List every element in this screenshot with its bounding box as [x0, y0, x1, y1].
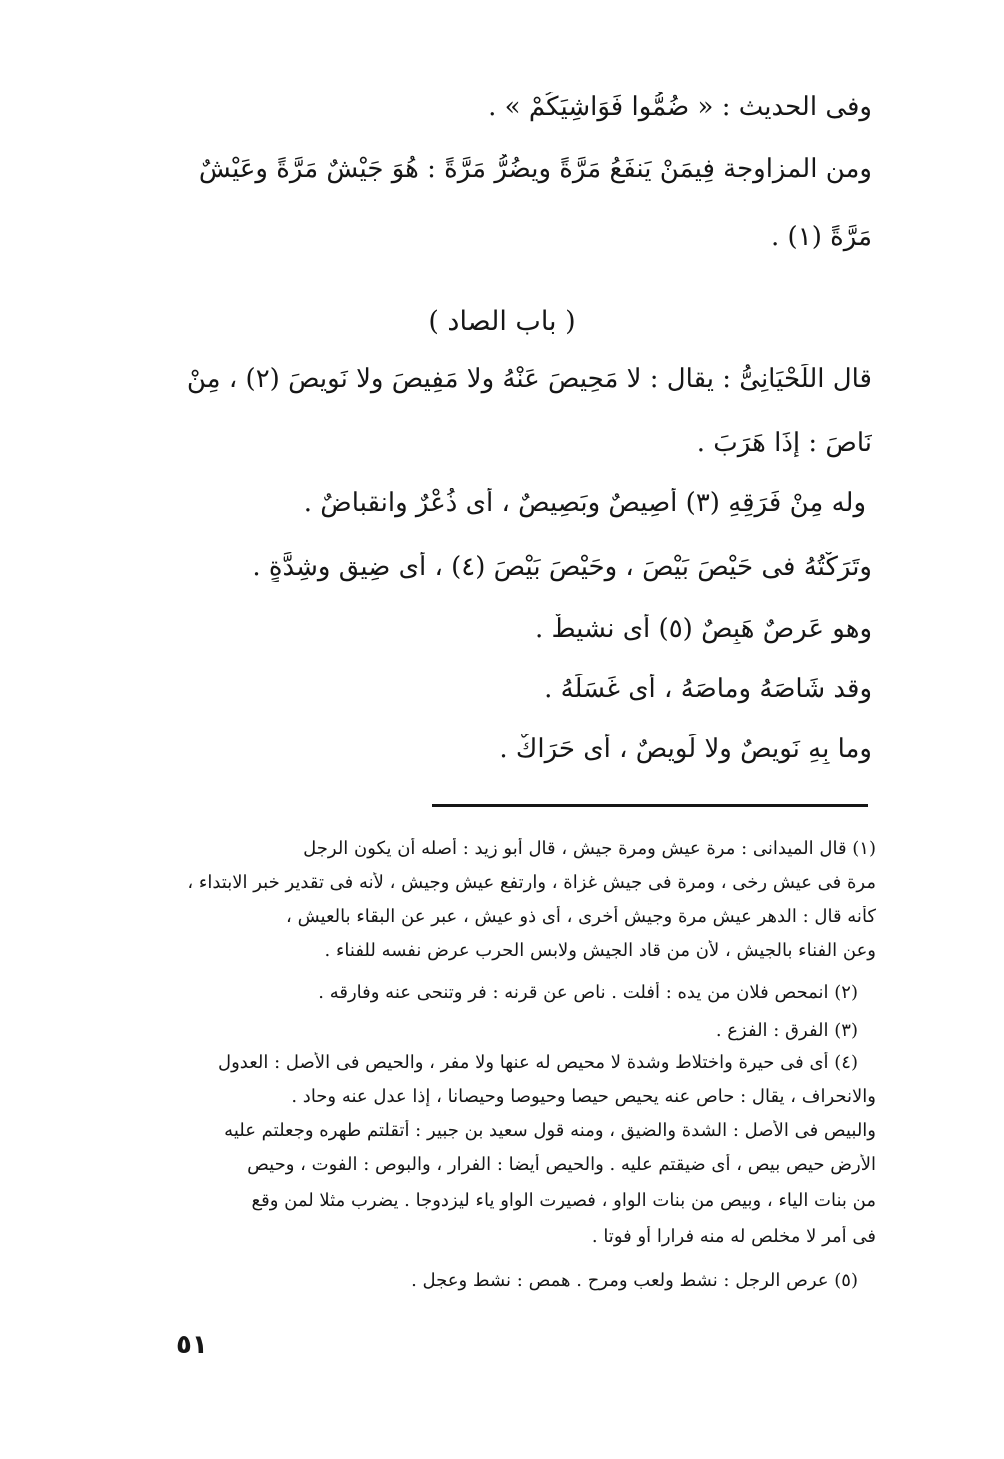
text-line-hays-bays: وتَرَكْتُهُ فى حَيْصَ بَيْصَ ، وحَيْصَ بَيْصَ (٤) ، أى ضِيقٍ وشِدَّةٍ . — [252, 552, 872, 582]
footnote-1-line-1: (١) قال الميدانى : مرة عيش ومرة جيش ، قال أبو زيد : أصله أن يكون الرجل — [303, 838, 876, 859]
text-line-continuation: مَرَّةً (١) . — [771, 222, 872, 252]
text-line-aris: وهو عَرِصٌ هَبِصٌ (٥) أى نشيطٌ . — [534, 614, 872, 644]
footnote-5: (٥) عرص الرجل : نشط ولعب ومرح . همص : نشط وعجل . — [411, 1270, 858, 1291]
footnote-4-line-2: والانحراف ، يقال : حاص عنه يحيص حيصا وحيوصا وحيصانا ، إذا عدل عنه وحاد . — [291, 1086, 876, 1107]
footnote-1-line-4: وعن الفناء بالجيش ، لأن من قاد الجيش ولابس الحرب عرض نفسه للفناء . — [324, 940, 876, 961]
footnote-4-line-6: فى أمر لا مخلص له منه فرارا أو فوتا . — [591, 1226, 876, 1247]
footnote-1-line-3: كأنه قال : الدهر عيش مرة وجيش أخرى ، أى ذو عيش ، عبر عن البقاء بالعيش ، — [286, 906, 876, 927]
text-line-nas: نَاصَ : إذَا هَرَبَ . — [696, 428, 872, 458]
text-line-muzawaja: ومن المزاوجة فِيمَنْ يَنفَعُ مَرَّةً ويضُرُّ مَرَّةً : هُوَ جَيْشٌ مَرَّةً وعَيْشٌ — [198, 154, 872, 184]
text-line-faraq: وله مِنْ فَرَقِهِ (٣) أَصِيصٌ وبَصِيصٌ ، أى ذُعْرٌ وانقباضٌ . — [303, 488, 866, 518]
footnote-2: (٢) انمحص فلان من يده : أفلت . ناص عن قرنه : فر وتنحى عنه وفارقه . — [318, 982, 858, 1003]
footnote-4-line-3: والبيص فى الأصل : الشدة والضيق ، ومنه قول سعيد بن جبير : أتقلتم طهره وجعلتم عليه — [224, 1120, 876, 1141]
footnote-separator — [432, 804, 868, 807]
page-number: ٥١ — [176, 1330, 208, 1360]
text-line-nawis: وما بِهِ نَوِيصٌ ولا لَوِيصٌ ، أى حَرَاكٌ . — [499, 734, 872, 764]
text-line-hadith: وفى الحديث : « ضُمُّوا فَوَاشِيَكُمْ » . — [488, 92, 872, 122]
footnote-1-line-2: مرة فى عيش رخى ، ومرة فى جيش غزاة ، وارتفع عيش وجيش ، لأنه فى تقدير خبر الابتداء ، — [187, 872, 876, 893]
text-line-lihyani: قال اللِّحْيَانِىُّ : يقال : لا مَحِيصَ عَنْهُ ولا مَفِيصَ ولا نَوِيصَ (٢) ، مِنْ — [186, 364, 872, 394]
footnote-4-line-1: (٤) أى فى حيرة واختلاط وشدة لا محيص له عنها ولا مفر ، والحيص فى الأصل : العدول — [218, 1052, 858, 1073]
footnote-4-line-5: من بنات الياء ، وبيص من بنات الواو ، فصيرت الواو ياء ليزدوجا . يضرب مثلا لمن وقع — [251, 1190, 876, 1211]
footnote-3: (٣) الفرق : الفزع . — [715, 1020, 858, 1041]
chapter-heading: ( باب الصاد ) — [428, 306, 576, 337]
text-line-shasahu: وقد شَاصَهُ وماصَهُ ، أى غَسَلَهُ . — [544, 674, 872, 704]
footnote-4-line-4: الأرض حيص بيص ، أى ضيقتم عليه . والحيص أيضا : الفرار ، والبوص : الفوت ، وحيص — [247, 1154, 876, 1175]
